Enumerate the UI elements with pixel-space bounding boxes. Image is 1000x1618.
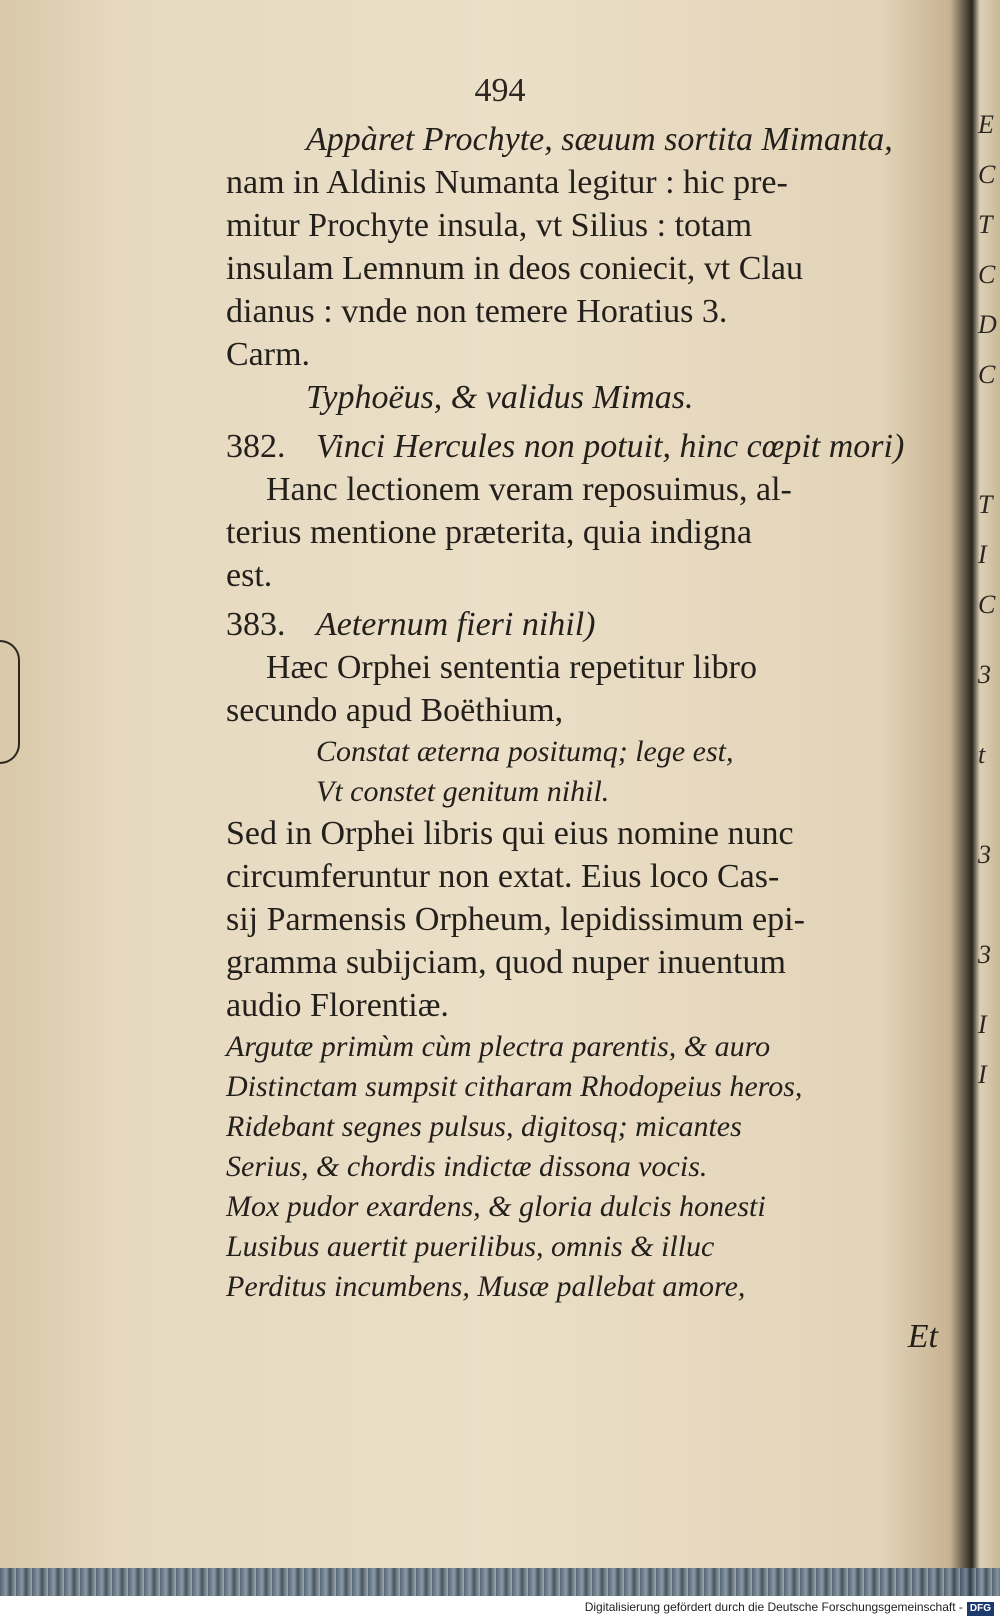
- note-lemma: Aeternum fieri nihil): [316, 606, 596, 643]
- text-line: audio Florentiæ.: [226, 987, 449, 1024]
- text-line: Hæc Orphei sententia repetitur libro: [266, 649, 757, 686]
- text-line: Appàret Prochyte, sæuum sortita Mimanta,: [306, 121, 893, 158]
- note-lemma: Vinci Hercules non potuit, hinc cœpit mori): [316, 428, 905, 465]
- quote-line: Constat æterna positumq; lege est,: [316, 735, 734, 768]
- quote-line: Vt constet genitum nihil.: [316, 775, 610, 808]
- digitization-footer: [0, 1596, 1000, 1618]
- poem-line: Perditus incumbens, Musæ pallebat amore,: [226, 1270, 746, 1303]
- poem-line: Lusibus auertit puerilibus, omnis & illuc: [226, 1230, 715, 1263]
- text-line: sij Parmensis Orpheum, lepidissimum epi-: [226, 901, 805, 938]
- page-text: [226, 118, 938, 1358]
- book-edge-decoration: [0, 1568, 1000, 1596]
- text-line: secundo apud Boëthium,: [226, 692, 564, 729]
- text-line: gramma subijciam, quod nuper inuentum: [226, 944, 786, 981]
- text-line: mitur Prochyte insula, vt Silius : totam: [226, 207, 753, 244]
- text-line: dianus : vnde non temere Horatius 3.: [226, 293, 728, 330]
- poem-line: Mox pudor exardens, & gloria dulcis honesti: [226, 1190, 766, 1223]
- page-edge-decoration: [0, 640, 20, 764]
- text-line: circumferuntur non extat. Eius loco Cas-: [226, 858, 780, 895]
- note-382-heading: [226, 425, 938, 468]
- text-line: Hanc lectionem veram reposuimus, al-: [266, 471, 792, 508]
- text-line: est.: [226, 557, 273, 594]
- text-line: nam in Aldinis Numanta legitur : hic pre-: [226, 164, 788, 201]
- catchword: Et: [907, 1318, 938, 1355]
- text-line: insulam Lemnum in deos coniecit, vt Clau: [226, 250, 803, 287]
- text-line: terius mentione præterita, quia indigna: [226, 514, 752, 551]
- poem-line: Distinctam sumpsit citharam Rhodopeius heros,: [226, 1070, 803, 1103]
- note-number: 383.: [226, 606, 286, 643]
- dfg-logo: DFG: [967, 1602, 994, 1616]
- poem-line: Argutæ primùm cùm plectra parentis, & auro: [226, 1030, 771, 1063]
- poem-line: Ridebant segnes pulsus, digitosq; micantes: [226, 1110, 742, 1143]
- text-line: Sed in Orphei libris qui eius nomine nunc: [226, 815, 794, 852]
- text-line: Carm.: [226, 336, 311, 373]
- page-number: 494: [474, 72, 526, 109]
- verse-line: Typhoëus, & validus Mimas.: [306, 379, 694, 416]
- poem-line: Serius, & chordis indictæ dissona vocis.: [226, 1150, 708, 1183]
- note-383-heading: [226, 603, 938, 646]
- note-number: 382.: [226, 428, 286, 465]
- footer-credit: Digitalisierung gefördert durch die Deutsche Forschungsgemeinschaft -: [584, 1600, 963, 1614]
- facing-page-edge: E C T C D C T I C 3 t 3 3 I I: [978, 110, 997, 1089]
